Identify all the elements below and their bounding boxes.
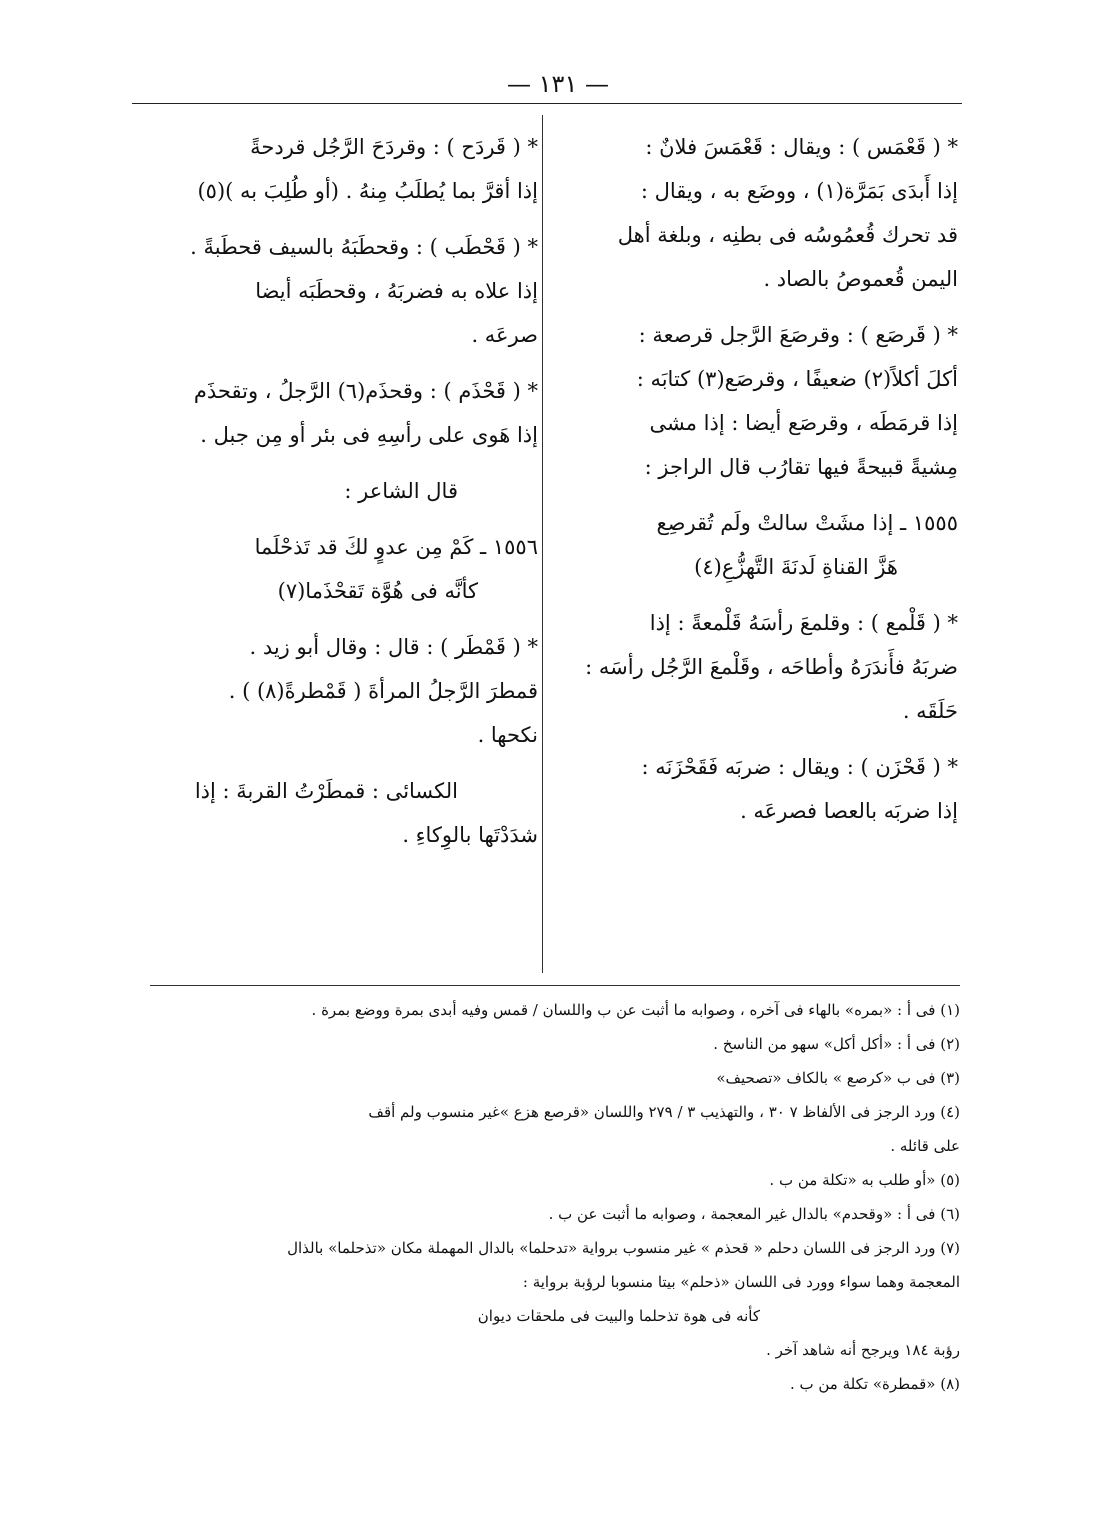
footnote: (١) فى أ : «بمره» بالهاء فى آخره ، وصوابه ما أثبت عن ب واللسان / قمس وفيه أبدى بمرة ووضع بمرة . [311, 1001, 960, 1019]
footnote: (٧) ورد الرجز فى اللسان دحلم « قحذم » غير منسوب برواية «تدحلما» بالدال المهملة مكان «تذحلما» بالذال [287, 1239, 960, 1257]
verse-1555 [558, 501, 958, 589]
text-line: إذا علاه به فضربَهُ ، وقحطَبَه أيضا [255, 279, 538, 303]
page-number: — ١٣١ — [507, 70, 609, 98]
footnote-verse: كأنه فى هوة تذحلما والبيت فى ملحقات ديوان [477, 1307, 760, 1325]
text-line: * ( قَردَح ) : وقردَحَ الرَّجُل قردحةً [250, 135, 538, 159]
verse-line: هَزَّ القناةِ لَدنَةَ التَّهزُّعِ(٤) [694, 555, 898, 579]
footnote: (٨) «قمطرة» تكلة من ب . [789, 1375, 960, 1393]
footnote: على قائله . [890, 1137, 960, 1155]
text-line: شدَدْتَها بالوِكاءِ . [402, 823, 538, 847]
text-line: قد تحرك قُعمُوسُه فى بطنِه ، وبلغة أهل [617, 223, 958, 247]
text-line: إذا ضربَه بالعصا فصرعَه . [740, 799, 958, 823]
text-line: إذا أَبدَى بَمَرَّة(١) ، ووضَع به ، ويقال : [640, 179, 958, 203]
footnote: (٢) فى أ : «أكل أكل» سهو من الناسخ . [713, 1035, 960, 1053]
column-divider [542, 115, 543, 973]
text-line: ضربَهُ فأَندَرَهُ وأطاحَه ، وقَلْمعَ الرَّجُل رأسَه : [585, 655, 958, 679]
footnote-rule [150, 985, 960, 986]
entry-kisai [138, 769, 538, 857]
verse-line: كأنَّه فى هُوَّة تَقحْذَما(٧) [277, 579, 478, 603]
footnotes [150, 993, 960, 1401]
text-line: قال الشاعر : [344, 479, 458, 503]
header-rule [132, 103, 962, 104]
text-line: صرعَه . [471, 323, 538, 347]
text-line: إذا قرمَطَه ، وقرصَع أيضا : إذا مشى [649, 411, 958, 435]
text-line: حَلَقَه . [902, 699, 958, 723]
text-line: اليمن قُعموصُ بالصاد . [763, 267, 958, 291]
text-line: الكسائى : قمطَرْتُ القربةَ : إذا [194, 779, 458, 803]
footnote: (٣) فى ب «كرصع » بالكاف «تصحيف» [716, 1069, 960, 1087]
verse-1556 [138, 525, 538, 613]
entry-qahtab [138, 225, 538, 357]
text-line: * ( قَحْزَن ) : ويقال : ضربَه فَقَحْزَنَه : [641, 755, 958, 779]
text-line: إذا هَوى على رأسِهِ فى بئر أو مِن جبل . [200, 423, 538, 447]
entry-qamas [558, 125, 958, 301]
footnote: رؤبة ١٨٤ ويرجح أنه شاهد آخر . [766, 1341, 960, 1359]
entry-qarsaa [558, 313, 958, 489]
text-line: * ( قَلْمع ) : وقلمعَ رأسَهُ قَلْمعةً : إذا [649, 611, 958, 635]
entry-qalma [558, 601, 958, 733]
text-line: نكحها . [477, 723, 538, 747]
footnote: (٦) فى أ : «وقحدم» بالدال غير المعجمة ، وصوابه ما أثبت عن ب . [548, 1205, 960, 1223]
right-column [558, 125, 958, 845]
entry-qardah [138, 125, 538, 213]
verse-line: ١٥٥٦ ـ كَمْ مِن عدوٍ لكَ قد تَذحْلَما [254, 535, 538, 559]
text-line: مِشيةً قبيحةً فيها تقارُب قال الراجز : [644, 455, 958, 479]
text-line: أكلَ أكلاً(٢) ضعيفًا ، وقرصَع(٣) كتابَه : [636, 367, 958, 391]
text-line: * ( قَحْذَم ) : وقحذَم(٦) الرَّجلُ ، وتقحذَم [193, 379, 538, 403]
verse-line: ١٥٥٥ ـ إذا مشَتْ سالتْ ولَم تُقرصِع [656, 511, 958, 535]
text-line: * ( قَرصَع ) : وقرصَعَ الرَّجل قرصعة : [638, 323, 958, 347]
text-line: قمطرَ الرَّجلُ المرأةَ ( قَمْطرةً(٨) ) . [228, 679, 538, 703]
poet-intro [138, 469, 538, 513]
entry-qamtar [138, 625, 538, 757]
footnote: المعجمة وهما سواء وورد فى اللسان «ذحلم» بيتا منسوبا لرؤبة برواية : [522, 1273, 960, 1291]
text-line: إذا أقرَّ بما يُطلَبُ مِنهُ . (أو طُلِبَ به )(٥) [197, 179, 538, 203]
entry-qahzan [558, 745, 958, 833]
text-line: * ( قَعْمَس ) : ويقال : قَعْمَسَ فلانٌ : [645, 135, 958, 159]
left-column [138, 125, 538, 869]
text-line: * ( قَمْطَر ) : قال : وقال أبو زيد . [249, 635, 538, 659]
footnote: (٤) ورد الرجز فى الألفاظ ٧ ٣٠ ، والتهذيب ٣ / ٢٧٩ واللسان «قرصع هزع »غير منسوب ولم أقف [368, 1103, 960, 1121]
entry-qahdham [138, 369, 538, 457]
footnote: (٥) «أو طلب به «تكلة من ب . [769, 1171, 960, 1189]
text-line: * ( قَحْطَب ) : وقحطَبَهُ بالسيف قحطَبةً . [190, 235, 538, 259]
